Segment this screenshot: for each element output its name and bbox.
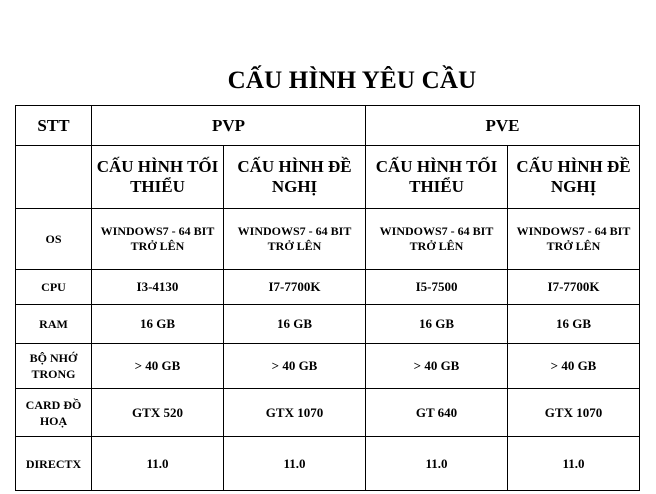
table-row-cpu: [16, 270, 640, 305]
table-cell: WINDOWS7 - 64 BIT TRỞ LÊN: [92, 209, 224, 270]
row-label: RAM: [16, 305, 92, 344]
table-cell: > 40 GB: [366, 344, 508, 389]
table-cell: > 40 GB: [92, 344, 224, 389]
table-cell: 16 GB: [508, 305, 640, 344]
table-cell: 11.0: [508, 437, 640, 491]
table-row-storage: [16, 344, 640, 389]
table-cell: WINDOWS7 - 64 BIT TRỞ LÊN: [508, 209, 640, 270]
table-cell: 11.0: [366, 437, 508, 491]
pvp-minimum-header: CẤU HÌNH TỐI THIỂU: [92, 146, 224, 209]
table-cell: I7-7700K: [224, 270, 366, 305]
row-label: OS: [16, 209, 92, 270]
row-label: CARD ĐỒ HOẠ: [16, 389, 92, 437]
table-cell: GTX 520: [92, 389, 224, 437]
table-row-ram: [16, 305, 640, 344]
subheader-row: [16, 146, 640, 209]
table-cell: > 40 GB: [508, 344, 640, 389]
pve-minimum-header: CẤU HÌNH TỐI THIỂU: [366, 146, 508, 209]
table-cell: GT 640: [366, 389, 508, 437]
table-row-os: [16, 209, 640, 270]
stt-header: STT: [16, 106, 92, 146]
page-title: CẤU HÌNH YÊU CẦU: [227, 67, 477, 94]
table-cell: 11.0: [92, 437, 224, 491]
pve-recommended-header: CẤU HÌNH ĐỀ NGHỊ: [508, 146, 640, 209]
pve-header: PVE: [366, 106, 640, 146]
table-cell: > 40 GB: [224, 344, 366, 389]
pvp-recommended-header: CẤU HÌNH ĐỀ NGHỊ: [224, 146, 366, 209]
pvp-header: PVP: [92, 106, 366, 146]
table-cell: 11.0: [224, 437, 366, 491]
table-cell: 16 GB: [366, 305, 508, 344]
table-cell: 16 GB: [224, 305, 366, 344]
table-cell: WINDOWS7 - 64 BIT TRỞ LÊN: [366, 209, 508, 270]
table-cell: I7-7700K: [508, 270, 640, 305]
header-row: [16, 106, 640, 146]
requirements-table: [15, 105, 640, 491]
table-cell: WINDOWS7 - 64 BIT TRỞ LÊN: [224, 209, 366, 270]
table-row-gpu: [16, 389, 640, 437]
table-cell: GTX 1070: [224, 389, 366, 437]
table-cell: I5-7500: [366, 270, 508, 305]
row-label: DIRECTX: [16, 437, 92, 491]
table-cell: 16 GB: [92, 305, 224, 344]
row-label: CPU: [16, 270, 92, 305]
row-label: BỘ NHỚ TRONG: [16, 344, 92, 389]
empty-cell: [16, 146, 92, 209]
table-row-directx: [16, 437, 640, 491]
table-cell: I3-4130: [92, 270, 224, 305]
table-cell: GTX 1070: [508, 389, 640, 437]
